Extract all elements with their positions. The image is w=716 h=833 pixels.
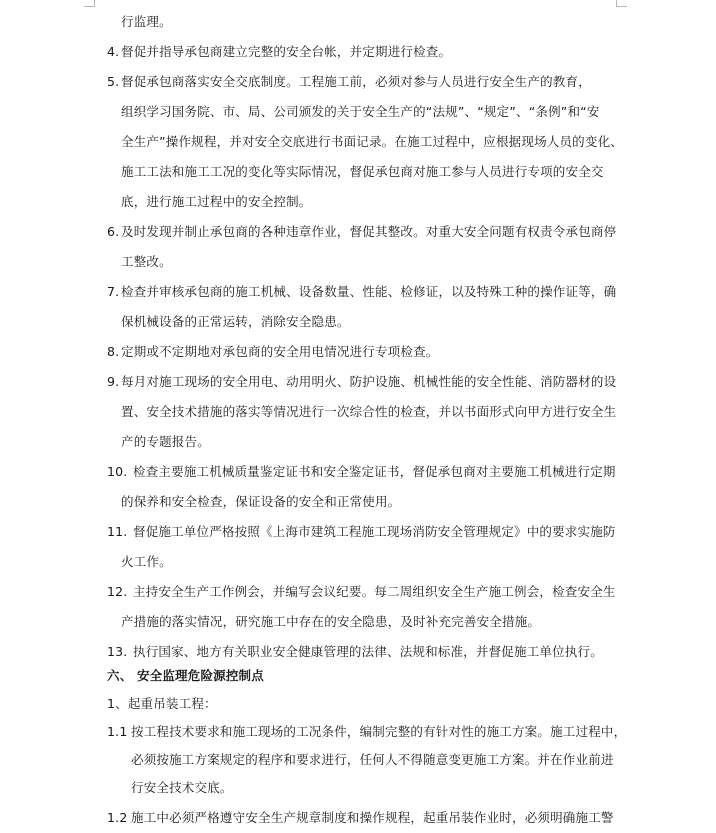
- list-item-text: 的保养和安全检查，保证设备的安全和正常使用。: [121, 494, 401, 509]
- list-item-text: 产措施的落实情况，研究施工中存在的安全隐患，及时补充完善安全措施。: [121, 614, 541, 629]
- paragraph-continuation: 行监理。: [121, 14, 172, 29]
- section-heading: 六、 安全监理危险源控制点: [107, 668, 264, 683]
- list-item-text: 产的专题报告。: [121, 434, 210, 449]
- list-item-text: 检查主要施工机械质量鉴定证书和安全鉴定证书，督促承包商对主要施工机械进行定期: [133, 464, 616, 479]
- sub-item-number: 1.1: [107, 724, 128, 739]
- list-item-number: 4.: [107, 44, 120, 59]
- list-item-number: 6.: [107, 224, 120, 239]
- sub-item-text: 必须按施工方案规定的程序和要求进行，任何人不得随意变更施工方案。并在作业前进: [131, 752, 614, 767]
- sub-item-text: 行安全技术交底。: [131, 780, 233, 795]
- subsection-title: 1、起重吊装工程：: [107, 696, 217, 711]
- list-item-number: 7.: [107, 284, 120, 299]
- list-item-text: 执行国家、地方有关职业安全健康管理的法律、法规和标准，并督促施工单位执行。: [133, 644, 603, 659]
- list-item-text: 底，进行施工过程中的安全控制。: [121, 194, 312, 209]
- list-item-text: 督促施工单位严格按照《上海市建筑工程施工现场消防安全管理规定》中的要求实施防: [133, 524, 616, 539]
- list-item-number: 5.: [107, 74, 120, 89]
- list-item-number: 12.: [107, 584, 128, 599]
- sub-item-number: 1.2: [107, 810, 128, 825]
- list-item-text: 检查并审核承包商的施工机械、设备数量、性能、检修证，以及特殊工种的操作证等，确: [121, 284, 617, 299]
- list-item-text: 主持安全生产工作例会，并编写会议纪要。每二周组织安全生产施工例会，检查安全生: [133, 584, 616, 599]
- list-item-text: 组织学习国务院、市、局、公司颁发的关于安全生产的“法规”、“规定”、“条例”和“安: [121, 104, 600, 119]
- list-item-text: 置、安全技术措施的落实等情况进行一次综合性的检查，并以书面形式向甲方进行安全生: [121, 404, 617, 419]
- list-item-text: 每月对施工现场的安全用电、动用明火、防护设施、机械性能的安全性能、消防器材的设: [121, 374, 617, 389]
- list-item-number: 10.: [107, 464, 128, 479]
- list-item-text: 火工作。: [121, 554, 172, 569]
- page-corner-mark-left: [84, 0, 95, 7]
- sub-item-text: 施工中必须严格遵守安全生产规章制度和操作规程，起重吊装作业时，必须明确施工警: [131, 810, 614, 825]
- list-item-text: 全生产”操作规程，并对安全交底进行书面记录。在施工过程中，应根据现场人员的变化、: [121, 134, 623, 149]
- list-item-number: 11.: [107, 524, 128, 539]
- list-item-text: 保机械设备的正常运转，消除安全隐患。: [121, 314, 350, 329]
- list-item-text: 督促并指导承包商建立完整的安全台帐，并定期进行检查。: [121, 44, 452, 59]
- list-item-text: 及时发现并制止承包商的各种违章作业，督促其整改。对重大安全问题有权责令承包商停: [121, 224, 617, 239]
- list-item-text: 定期或不定期地对承包商的安全用电情况进行专项检查。: [121, 344, 439, 359]
- sub-item-text: 按工程技术要求和施工现场的工况条件，编制完整的有针对性的施工方案。施工过程中，: [131, 724, 627, 739]
- list-item-number: 13.: [107, 644, 128, 659]
- list-item-number: 8.: [107, 344, 120, 359]
- list-item-text: 督促承包商落实安全交底制度。工程施工前，必须对参与人员进行安全生产的教育，: [121, 74, 591, 89]
- list-item-text: 工整改。: [121, 254, 172, 269]
- list-item-number: 9.: [107, 374, 120, 389]
- list-item-text: 施工工法和施工工况的变化等实际情况，督促承包商对施工参与人员进行专项的安全交: [121, 164, 604, 179]
- page-corner-mark-right: [616, 0, 627, 7]
